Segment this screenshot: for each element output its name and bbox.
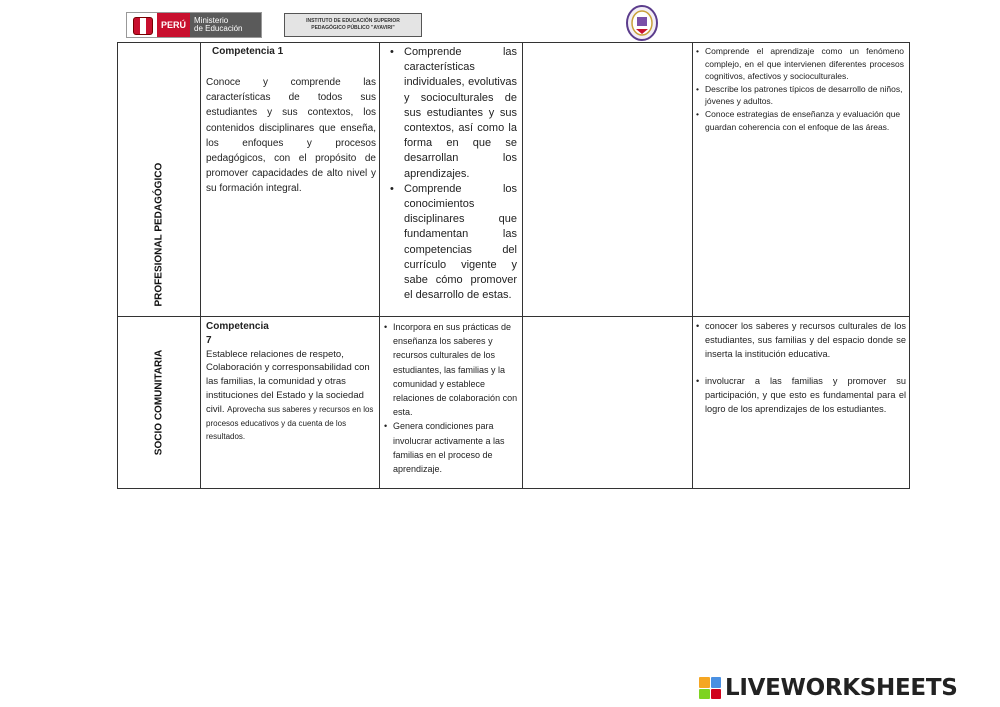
peru-coat-of-arms-icon — [127, 13, 157, 37]
list-item: • involucrar a las familias y promover su participación, y que esto es fundamental para el logro de los aprendizajes de los estudiantes. — [696, 375, 906, 416]
list-item: • Describe los patrones típicos de desarrollo de niños, jóvenes y adultos. — [696, 83, 904, 108]
list-item: • Conoce estrategias de enseñanza y evaluación que guardan coherencia con el enfoque de las áreas. — [696, 108, 904, 133]
peru-label: PERÚ — [157, 13, 190, 37]
institution-seal-icon — [626, 5, 658, 41]
list-item: • Comprende los conocimientos disciplinares que fundamentan las competencias del currículo vigente y sabe cómo promover el desarrollo de estas. — [384, 182, 517, 304]
table-row — [118, 317, 909, 489]
competency-table — [117, 42, 910, 489]
competence-title: Competencia — [206, 321, 269, 332]
competence-description-extra: Aprovecha sus saberes y recursos en los procesos educativos y da cuenta de los resultados. — [206, 404, 374, 442]
list-item: • Comprende el aprendizaje como un fenómeno complejo, en el que intervienen diferentes procesos cognitivos, afectivos y socioculturales. — [696, 45, 904, 83]
descriptor-list — [384, 320, 518, 476]
list-item: • Incorpora en sus prácticas de enseñanza los saberes y recursos culturales de los estudiantes, las familias y la comunidad y establece relaciones de colaboración con esta. — [384, 320, 518, 419]
liveworksheets-icon — [699, 677, 721, 699]
ministry-logo — [126, 12, 262, 38]
dimension-label: SOCIO COMUNITARIA — [153, 349, 165, 456]
competence-title: Competencia 1 — [212, 46, 284, 57]
list-item: • Comprende las características individuales, evolutivas y socioculturales de sus estudiantes y sus contextos, así como la forma en que se desarrollan los aprendizajes. — [384, 45, 517, 182]
institute-name-box: INSTITUTO DE EDUCACIÓN SUPERIOR PEDAGÓGICO PÚBLICO "AYAVIRI" — [284, 13, 422, 37]
list-item: • Genera condiciones para involucrar activamente a las familias en el proceso de aprendizaje. — [384, 419, 518, 476]
competence-description: Establece relaciones de respeto, Colaboración y corresponsabilidad con las familias, la comunidad y otras instituciones del Estado y la sociedad civil. — [206, 348, 370, 415]
descriptor-list — [384, 45, 517, 303]
indicator-list — [696, 320, 906, 417]
dimension-label: PROFESIONAL PEDAGÓGICO — [153, 162, 165, 307]
ministry-name: Ministerio de Educación — [190, 13, 261, 37]
indicator-list — [696, 45, 904, 133]
liveworksheets-logo — [699, 675, 957, 701]
competence-description: Conoce y comprende las características de todos sus estudiantes y sus contextos, los contenidos disciplinares que enseña, los enfoques y procesos pedagógicos, con el propósito de promover capacidades de alto nivel y su formación integral. — [206, 77, 376, 195]
table-row — [118, 43, 909, 317]
list-item: • conocer los saberes y recursos culturales de los estudiantes, sus familias y del espacio donde se inserta la institución educativa. — [696, 320, 906, 361]
competence-number: 7 — [206, 334, 212, 346]
brand-name: LIVEWORKSHEETS — [725, 675, 958, 701]
